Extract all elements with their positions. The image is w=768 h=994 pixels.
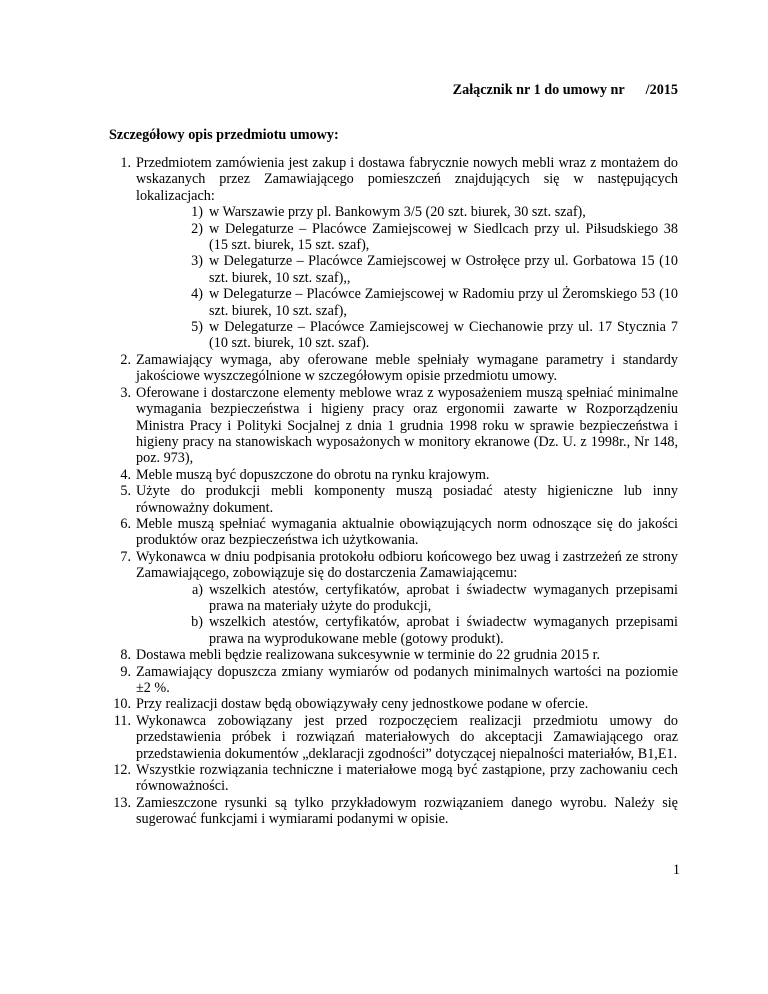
sub-item-number: 2): [191, 220, 203, 237]
list-item-text: Meble muszą spełniać wymagania aktualnie obowiązujących norm odnoszące się do jakości produktów oraz bezpieczeństwa ich użytkowania.: [136, 515, 678, 549]
sub-item-text: w Delegaturze – Placówce Zamiejscowej w Siedlcach przy ul. Piłsudskiego 38 (15 szt. biurek, 15 szt. szaf),: [209, 220, 678, 254]
list-item: [109, 664, 678, 697]
list-item: [109, 155, 678, 352]
page-number: 1: [672, 862, 680, 878]
list-item: [109, 516, 678, 549]
list-item: [109, 795, 678, 828]
list-item-number: 6.: [120, 515, 131, 532]
list-item-number: 13.: [113, 794, 131, 811]
sub-list-item: [136, 286, 678, 319]
list-item: [109, 352, 678, 385]
list-item-number: 1.: [120, 155, 131, 171]
list-item-text: Użyte do produkcji mebli komponenty muszą posiadać atesty higieniczne lub inny równoważny dokument.: [136, 483, 678, 516]
list-item-number: 11.: [113, 712, 131, 729]
list-item-text: Zamawiający dopuszcza zmiany wymiarów od podanych minimalnych wartości na poziomie ±2 %.: [136, 663, 678, 696]
list-item: [109, 385, 678, 467]
document-body: [109, 155, 678, 828]
list-item-text: Przy realizacji dostaw będą obowiązywały ceny jednostkowe podane w ofercie.: [136, 696, 589, 713]
list-item: [109, 696, 678, 712]
list-item: [109, 467, 678, 483]
sub-item-text: w Delegaturze – Placówce Zamiejscowej w Ciechanowie przy ul. 17 Stycznia 7 (10 szt. biurek, 10 szt. szaf).: [209, 319, 678, 352]
list-item-number: 2.: [120, 351, 131, 368]
list-item: [109, 549, 678, 647]
list-item-number: 4.: [120, 466, 131, 483]
documents-sublist: [136, 582, 678, 648]
list-item-number: 12.: [113, 762, 131, 779]
list-item-number: 7.: [120, 548, 131, 565]
sub-item-number: b): [191, 614, 203, 631]
list-item-number: 5.: [120, 483, 131, 500]
list-item-text: Zamieszczone rysunki są tylko przykładowym rozwiązaniem danego wyrobu. Należy się sugerować funkcjami i wymiarami podanymi w opisie.: [136, 794, 678, 828]
list-item-text: Dostawa mebli będzie realizowana sukcesywnie w terminie do 22 grudnia 2015 r.: [136, 647, 601, 664]
list-item-number: 10.: [113, 696, 131, 713]
sub-item-text: w Delegaturze – Placówce Zamiejscowej w Radomiu przy ul Żeromskiego 53 (10 szt. biurek, 10 szt. szaf),: [209, 286, 678, 319]
list-item-text: Meble muszą być dopuszczone do obrotu na rynku krajowym.: [136, 466, 490, 483]
sub-item-number: 3): [191, 253, 203, 270]
sub-list-item: [136, 582, 678, 615]
list-item-text: Wykonawca w dniu podpisania protokołu odbioru końcowego bez uwag i zastrzeżeń ze strony Zamawiającego, zobowiązuje się do dostarczenia Zamawiającemu:: [136, 548, 678, 582]
document-header-title: Załącznik nr 1 do umowy nr /2015: [452, 82, 678, 98]
list-item: [109, 713, 678, 762]
list-item: [109, 762, 678, 795]
sub-list-item: [136, 319, 678, 352]
sub-item-text: wszelkich atestów, certyfikatów, aprobat i świadectw wymaganych przepisami prawa na materiały użyte do produkcji,: [209, 581, 678, 614]
sub-item-number: a): [191, 581, 203, 598]
location-sublist: [136, 204, 678, 352]
list-item-text: Wykonawca zobowiązany jest przed rozpoczęciem realizacji przedmiotu umowy do przedstawienia próbek i rozwiązań materiałowych do akceptacji Zamawiającego oraz przedstawienia dokumentów „deklaracji zgodności” dotyczącej niepalności materiałów, B1,E1.: [136, 712, 678, 762]
list-item: [109, 647, 678, 663]
list-item-text: Wszystkie rozwiązania techniczne i materiałowe mogą być zastąpione, przy zachowaniu cech równoważności.: [136, 762, 678, 795]
sub-list-item: [136, 204, 678, 220]
sub-item-number: 4): [191, 286, 203, 303]
sub-list-item: [136, 221, 678, 254]
list-item-number: 3.: [120, 384, 131, 401]
list-item-text: Oferowane i dostarczone elementy meblowe wraz z wyposażeniem muszą spełniać minimalne wymagania bezpieczeństwa i higieny pracy oraz ergonomii zawarte w Rozporządzeniu Ministra Pracy i Polityki Socjalnej z dnia 1 grudnia 1998 roku w sprawie bezpieczeństwa i higieny pracy na stanowiskach wyposażonych w monitory ekranowe (Dz. U. z 1998r., Nr 148, poz. 973),: [136, 384, 678, 467]
section-heading: Szczegółowy opis przedmiotu umowy:: [109, 127, 339, 143]
sub-item-text: w Delegaturze – Placówce Zamiejscowej w Ostrołęce przy ul. Gorbatowa 15 (10 szt. biurek, 10 szt. szaf),,: [209, 253, 678, 286]
list-item-number: 9.: [120, 663, 131, 680]
list-item: [109, 483, 678, 516]
sub-list-item: [136, 253, 678, 286]
sub-item-text: wszelkich atestów, certyfikatów, aprobat i świadectw wymaganych przepisami prawa na wyprodukowane meble (gotowy produkt).: [209, 614, 678, 647]
sub-item-number: 1): [191, 204, 203, 221]
list-item-number: 8.: [120, 647, 131, 664]
list-item-text: Przedmiotem zamówienia jest zakup i dostawa fabrycznie nowych mebli wraz z montażem do wskazanych przez Zamawiającego pomieszczeń znajdujących się w następujących lokalizacjach:: [136, 155, 678, 204]
sub-item-number: 5): [191, 319, 203, 336]
requirements-list: [109, 155, 678, 828]
list-item-text: Zamawiający wymaga, aby oferowane meble spełniały wymagane parametry i standardy jakościowe wyszczególnione w szczegółowym opisie przedmiotu umowy.: [136, 351, 678, 385]
sub-item-text: w Warszawie przy pl. Bankowym 3/5 (20 szt. biurek, 30 szt. szaf),: [209, 204, 586, 221]
sub-list-item: [136, 614, 678, 647]
